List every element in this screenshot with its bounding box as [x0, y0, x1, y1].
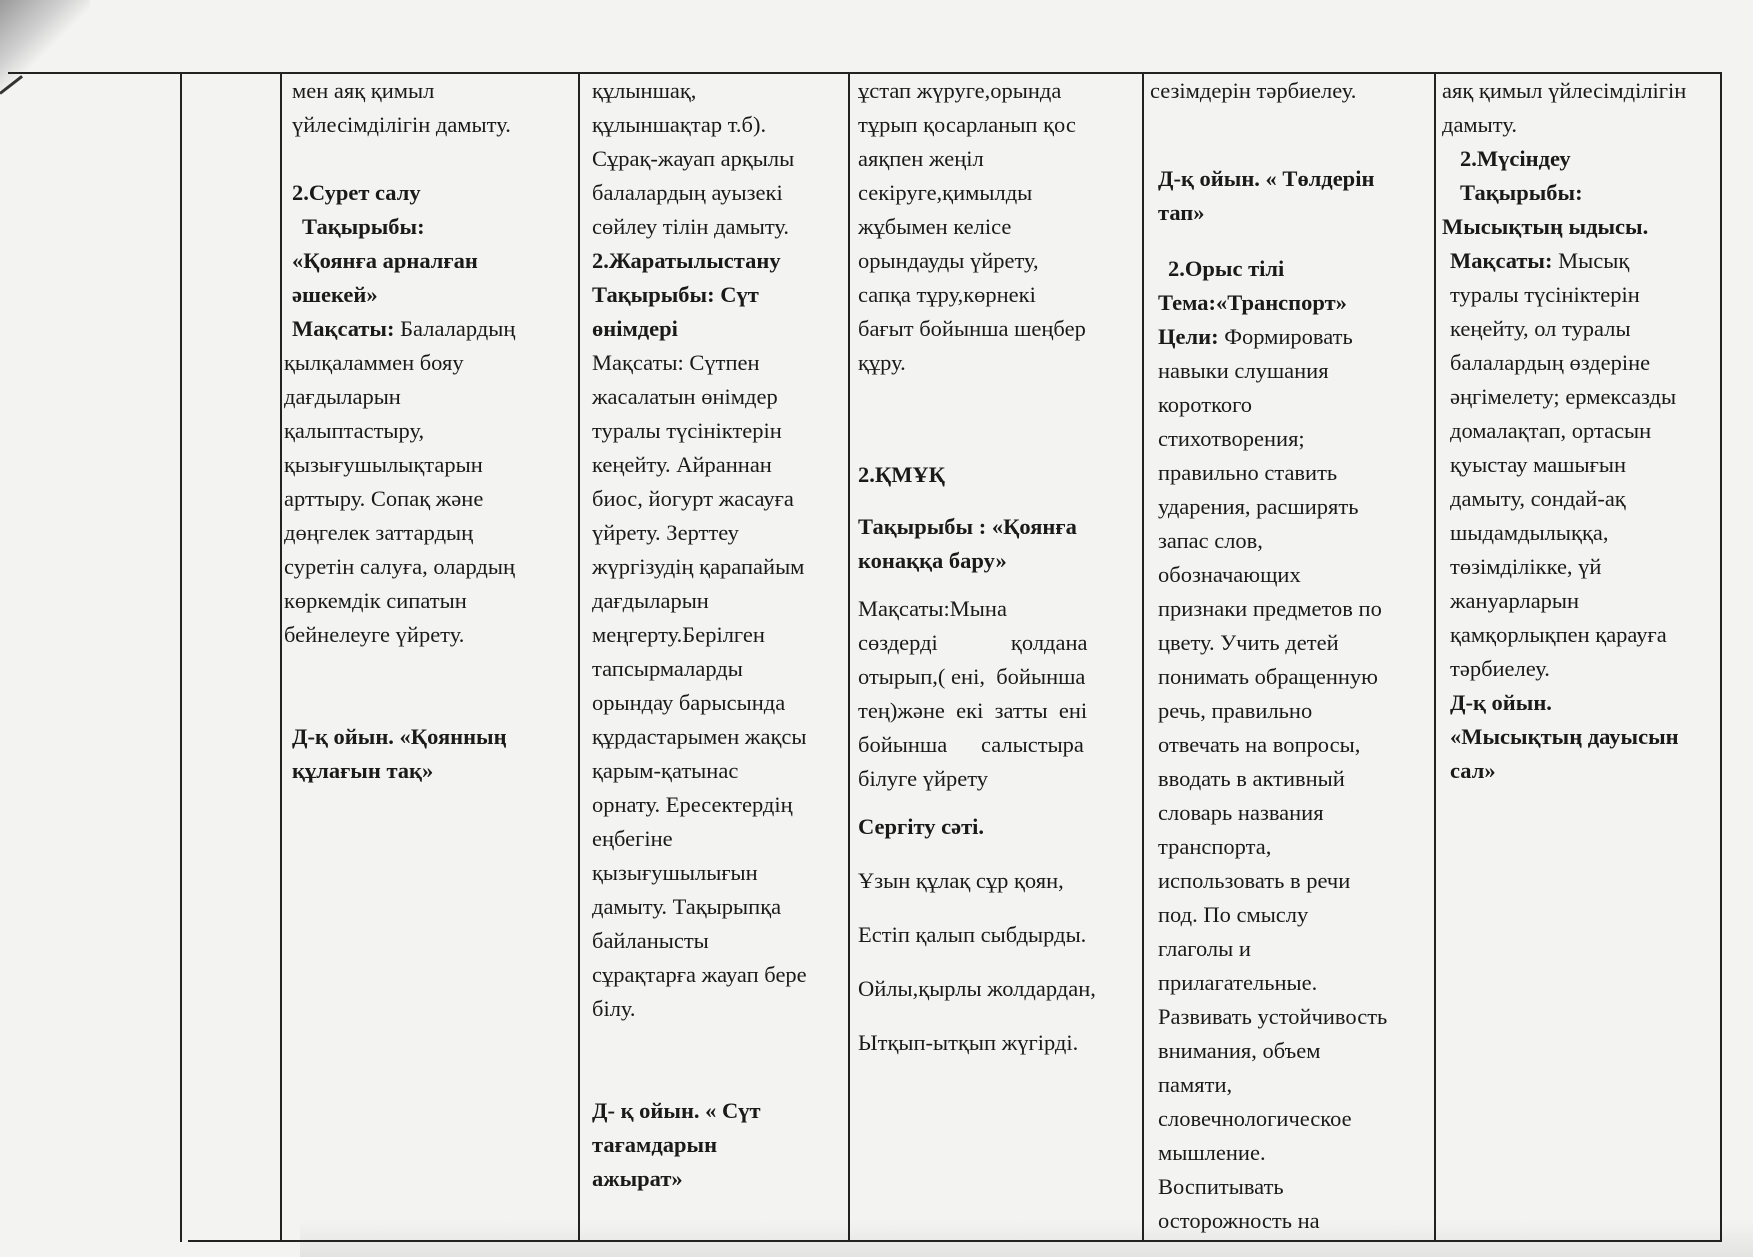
text-line: бойынша салыстыра — [858, 732, 1084, 757]
text-line: үйлесімділігін дамыту. — [292, 112, 511, 137]
text-line: признаки предметов по — [1158, 596, 1382, 621]
text-line: аяқ қимыл үйлесімділігін — [1442, 78, 1687, 103]
topic-text: Тема:«Транспорт» — [1158, 290, 1347, 315]
text-line: дамыту. — [1442, 112, 1517, 137]
text-line: дамыту, сондай-ақ — [1450, 486, 1626, 511]
text-line: короткого — [1158, 392, 1253, 417]
lesson-plan-table — [8, 72, 1720, 1242]
game-title: «Мысықтың дауысын — [1450, 724, 1679, 749]
topic-label: Тақырыбы: — [1460, 180, 1583, 205]
topic-text: өнімдері — [592, 316, 678, 341]
text-line: транспорта, — [1158, 834, 1272, 859]
text-line: мен аяқ қимыл — [292, 78, 435, 103]
text-line: Развивать устойчивость — [1158, 1004, 1388, 1029]
text-line: жүргізудің қарапайым — [592, 554, 805, 579]
text-line: под. По смыслу — [1158, 902, 1309, 927]
text-line: әңгімелету; ермексазды — [1450, 384, 1677, 409]
text-line: орнату. Ересектердің — [592, 792, 793, 817]
text-line: еңбегіне — [592, 826, 673, 851]
goal-line — [1150, 320, 1434, 354]
goal-label: Цели: — [1158, 324, 1219, 349]
text-line: сөйлеу тілін дамыту. — [592, 214, 789, 239]
text-line: құрдастарымен жақсы — [592, 724, 807, 749]
text-line: внимания, объем — [1158, 1038, 1321, 1063]
text-line: понимать обращенную — [1158, 664, 1378, 689]
table-cell-col1 — [284, 74, 574, 1242]
text-line: прилагательные. — [1158, 970, 1318, 995]
text-line: көркемдік сипатын — [284, 588, 467, 613]
text-line: глаголы и — [1158, 936, 1251, 961]
text-line: секіруге,қимылды — [858, 180, 1033, 205]
text-line: суретін салуға, олардың — [284, 554, 516, 579]
text-line: құлыншақтар т.б). — [592, 112, 767, 137]
text-line: словечнологическое — [1158, 1106, 1352, 1131]
game-title: құлағын тақ» — [292, 758, 434, 783]
text-line: орындау барысында — [592, 690, 786, 715]
text-line: қызығушылықтарын — [284, 452, 483, 477]
text-line: мышление. — [1158, 1140, 1266, 1165]
text-line: жасалатын өнімдер — [592, 384, 778, 409]
text-line: обозначающих — [1158, 562, 1301, 587]
text-line: Сұрақ-жауап арқылы — [592, 146, 795, 171]
topic-text: конаққа бару» — [858, 548, 1007, 573]
text-line: сапқа тұру,көрнекі — [858, 282, 1036, 307]
text-line: қылқаламмен бояу — [284, 350, 464, 375]
subject-heading: 2.Орыс тілі — [1168, 256, 1285, 281]
column-divider-1 — [180, 72, 182, 1242]
text-line: аяқпен жеңіл — [858, 146, 984, 171]
text-line: Воспитывать — [1158, 1174, 1284, 1199]
poem-line: Ытқып-ытқып жүгірді. — [858, 1030, 1079, 1055]
column-divider-3 — [578, 72, 580, 1242]
column-divider-4 — [848, 72, 850, 1242]
subject-heading: 2.Жаратылыстану — [592, 248, 781, 273]
topic-text: Мысықтың ыдысы. — [1442, 214, 1649, 239]
table-cell-col5 — [1442, 74, 1720, 1242]
text-line: сөздерді қолдана — [858, 630, 1088, 655]
text-line: жануарларын — [1450, 588, 1580, 613]
text-line: қуыстау машығын — [1450, 452, 1627, 477]
subject-heading: 2.ҚМҰҚ — [858, 462, 945, 487]
text-line: памяти, — [1158, 1072, 1233, 1097]
text-line: тәрбиелеу. — [1450, 656, 1550, 681]
text-line: стихотворения; — [1158, 426, 1305, 451]
text-line: сұрақтарға жауап бере — [592, 962, 807, 987]
text-line: байланысты — [592, 928, 709, 953]
table-cell-col3 — [858, 74, 1142, 1242]
game-title: сал» — [1450, 758, 1496, 783]
subject-heading: 2.Мүсіндеу — [1460, 146, 1571, 171]
text-line: бағыт бойынша шеңбер — [858, 316, 1086, 341]
poem-line: Ойлы,қырлы жолдардан, — [858, 976, 1096, 1001]
poem-line: Ұзын құлақ сұр қоян, — [858, 868, 1064, 893]
text-line: туралы түсініктерін — [1450, 282, 1640, 307]
column-divider-5 — [1142, 72, 1144, 1242]
text-line: балалардың өздеріне — [1450, 350, 1651, 375]
topic-label: Тақырыбы: — [302, 214, 425, 239]
text-line: цвету. Учить детей — [1158, 630, 1339, 655]
table-cell-col4 — [1150, 74, 1434, 1242]
poem-line: Естіп қалып сыбдырды. — [858, 922, 1087, 947]
text-line: тапсырмаларды — [592, 656, 743, 681]
goal-first: Формировать — [1224, 324, 1353, 349]
text-line: биос, йогурт жасауға — [592, 486, 794, 511]
text-line: білу. — [592, 996, 636, 1021]
goal-line — [1442, 244, 1720, 278]
text-line: меңгерту.Берілген — [592, 622, 765, 647]
game-title: Д-қ ойын. «Қоянның — [292, 724, 507, 749]
text-line: қызығушылығын — [592, 860, 758, 885]
game-title: Д- қ ойын. « Сүт — [592, 1098, 761, 1123]
game-title: ажырат» — [592, 1166, 683, 1191]
game-title: Д-қ ойын. « Төлдерін — [1158, 166, 1375, 191]
subject-heading: 2.Сурет салу — [292, 180, 421, 205]
text-line: жұбымен келісе — [858, 214, 1012, 239]
text-line: запас слов, — [1158, 528, 1263, 553]
text-line: құру. — [858, 350, 906, 375]
text-line: сезімдерін тәрбиелеу. — [1150, 78, 1357, 103]
goal-line — [284, 312, 574, 346]
text-line: ударения, расширять — [1158, 494, 1359, 519]
game-title: тағамдарын — [592, 1132, 718, 1157]
column-divider-2 — [280, 72, 282, 1242]
text-line: кеңейту, ол туралы — [1450, 316, 1631, 341]
topic-text: әшекей» — [292, 282, 378, 307]
text-line: құлыншақ, — [592, 78, 697, 103]
text-line: вводать в активный — [1158, 766, 1345, 791]
pause-heading: Сергіту сәті. — [858, 814, 985, 839]
text-line: правильно ставить — [1158, 460, 1338, 485]
text-line: дамыту. Тақырыпқа — [592, 894, 782, 919]
text-line: дөңгелек заттардың — [284, 520, 474, 545]
game-title: тап» — [1158, 200, 1205, 225]
text-line: Мақсаты: Сүтпен — [592, 350, 760, 375]
game-label: Д-қ ойын. — [1450, 690, 1552, 715]
topic-text: Тақырыбы: Сүт — [592, 282, 759, 307]
topic-text: «Қоянға арналған — [292, 248, 478, 273]
text-line: туралы түсініктерін — [592, 418, 782, 443]
text-line: білуге үйрету — [858, 766, 989, 791]
text-line: Мақсаты:Мына — [858, 596, 1007, 621]
text-line: қарым-қатынас — [592, 758, 739, 783]
text-line: использовать в речи — [1158, 868, 1351, 893]
text-line: орындауды үйрету, — [858, 248, 1039, 273]
text-line: бейнелеуге үйрету. — [284, 622, 465, 647]
text-line: дағдыларын — [284, 384, 401, 409]
table-cell-col2 — [584, 74, 846, 1242]
text-line: навыки слушания — [1158, 358, 1329, 383]
text-line: речь, правильно — [1158, 698, 1313, 723]
text-line: қалыптастыру, — [284, 418, 425, 443]
text-line: ұстап жүруге,орында — [858, 78, 1062, 103]
text-line: словарь названия — [1158, 800, 1324, 825]
text-line: төзімділікке, үй — [1450, 554, 1602, 579]
text-line: арттыру. Сопақ және — [284, 486, 484, 511]
text-line: тең)және екі затты ені — [858, 698, 1088, 723]
topic-text: Тақырыбы : «Қоянға — [858, 514, 1077, 539]
text-line: балалардың ауызекі — [592, 180, 783, 205]
text-line: домалақтап, ортасын — [1450, 418, 1652, 443]
text-line: кеңейту. Айраннан — [592, 452, 772, 477]
text-line: отырып,( ені, бойынша — [858, 664, 1086, 689]
text-line: шыдамдылыққа, — [1450, 520, 1609, 545]
text-line: тұрып қосарланып қос — [858, 112, 1076, 137]
goal-first: Мысық — [1558, 248, 1630, 273]
text-line: отвечать на вопросы, — [1158, 732, 1361, 757]
text-line: қамқорлықпен қарауға — [1450, 622, 1667, 647]
goal-label: Мақсаты: — [292, 316, 395, 341]
text-line: үйрету. Зерттеу — [592, 520, 739, 545]
text-line: осторожность на — [1158, 1208, 1320, 1233]
text-line: дағдыларын — [592, 588, 709, 613]
goal-label: Мақсаты: — [1450, 248, 1553, 273]
goal-first: Балалардың — [400, 316, 516, 341]
